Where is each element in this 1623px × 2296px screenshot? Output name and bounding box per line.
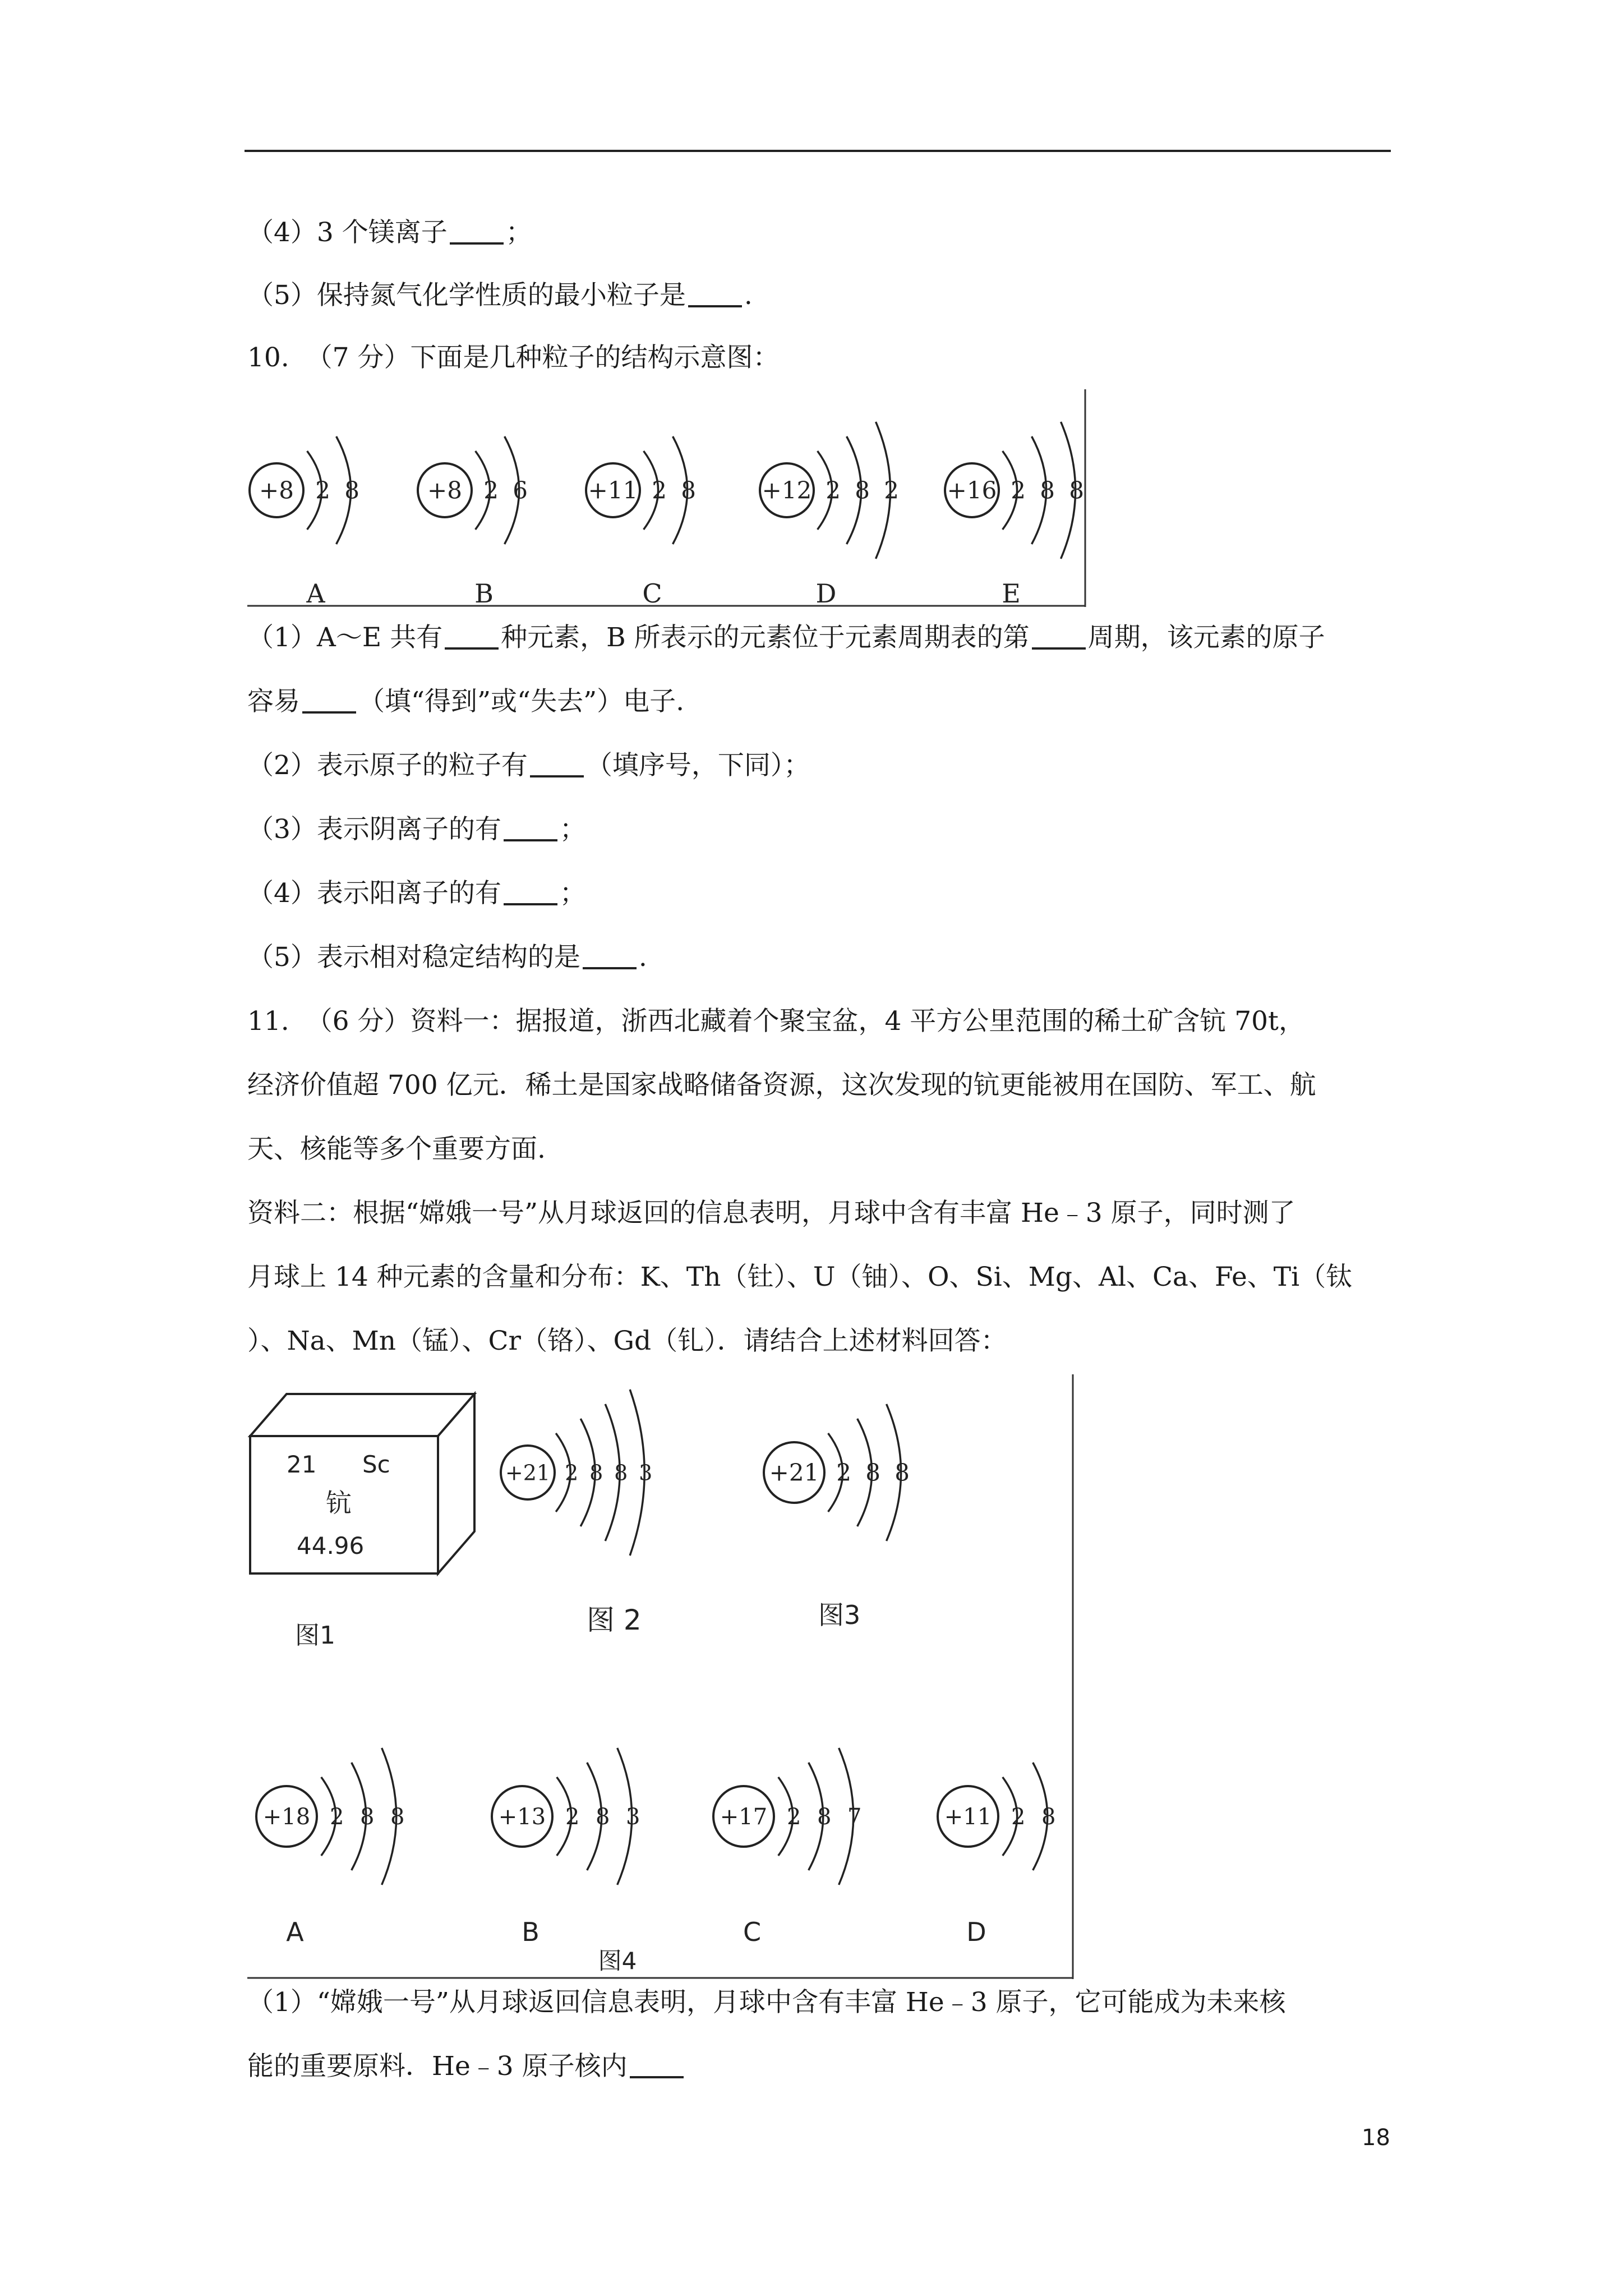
diagram-label: D <box>966 1917 986 1947</box>
q10-item4: （4）表示阳离子的有 ； <box>247 878 586 909</box>
figure-caption: 图3 <box>818 1600 861 1630</box>
electron-count: 8 <box>1040 476 1055 504</box>
diagram-label: B <box>522 1917 540 1947</box>
q10-item5: （5）表示相对稳定结构的是 . <box>247 942 647 973</box>
figure-caption: 图 2 <box>587 1604 642 1636</box>
electron-count: 8 <box>895 1458 910 1487</box>
q11-para1-line2: 经济价值超 700 亿元．稀土是国家战略储备资源，这次发现的钪更能被用在国防、军工、航 <box>247 1070 1316 1101</box>
diagram-label: D <box>815 578 837 608</box>
diagram-label: A <box>286 1917 304 1947</box>
atomic-mass: 44.96 <box>297 1532 365 1559</box>
nucleus-charge: +11 <box>944 1804 992 1830</box>
answer-blank[interactable] <box>445 623 499 650</box>
atom-diagram <box>764 1404 910 1541</box>
electron-count: 2 <box>836 1458 851 1487</box>
electron-count: 3 <box>625 1804 640 1830</box>
diagram-label: E <box>1002 578 1021 608</box>
answer-blank[interactable] <box>450 218 504 245</box>
electron-count: 3 <box>639 1460 653 1485</box>
nucleus-charge: +8 <box>259 476 294 504</box>
electron-count: 6 <box>513 476 528 504</box>
atom-diagram <box>492 1748 640 1885</box>
nucleus-charge: +11 <box>588 476 638 504</box>
electron-count: 2 <box>826 476 841 504</box>
electron-count: 8 <box>359 1804 375 1830</box>
nucleus-charge: +8 <box>427 476 462 504</box>
diagram-label: B <box>474 578 494 608</box>
electron-count: 8 <box>817 1804 832 1830</box>
atom-diagram <box>760 422 899 608</box>
q10-item1: （1）A～E 共有 种元素，B 所表示的元素位于元素周期表的第 周期，该元素的原子 <box>247 622 1325 653</box>
answer-blank[interactable] <box>504 878 557 905</box>
q11-para1-line1: 11. （6 分）资料一：据报道，浙西北藏着个聚宝盆，4 平方公里范围的稀土矿含钪 70t， <box>247 1006 1305 1037</box>
answer-blank[interactable] <box>688 280 742 307</box>
answer-blank[interactable] <box>504 815 557 841</box>
element-name: 钪 <box>326 1488 352 1518</box>
q9-item4: （4）3 个镁离子 ； <box>247 217 532 248</box>
electron-count: 8 <box>1041 1804 1056 1830</box>
q11-item1-line1: （1）“嫦娥一号”从月球返回信息表明，月球中含有丰富 He﹣3 原子，它可能成为未来核 <box>247 1987 1286 2018</box>
q11-item1-line2: 能的重要原料．He﹣3 原子核内 <box>247 2050 686 2083</box>
diagram-label: C <box>743 1917 762 1947</box>
nucleus-charge: +16 <box>947 476 997 504</box>
electron-count: 2 <box>483 476 499 504</box>
electron-count: 2 <box>1011 1804 1026 1830</box>
electron-count: 8 <box>589 1460 603 1485</box>
answer-blank[interactable] <box>302 687 356 714</box>
electron-count: 2 <box>652 476 667 504</box>
atom-diagram <box>938 1763 1055 1870</box>
header-rule <box>245 150 1391 152</box>
electron-count: 8 <box>390 1804 405 1830</box>
answer-blank[interactable] <box>583 942 637 969</box>
nucleus-charge: +21 <box>769 1458 819 1487</box>
diagram-label: C <box>642 578 662 608</box>
q11-para2-line3: ）、Na、Mn（锰）、Cr（铬）、Gd（钆）．请结合上述材料回答： <box>247 1326 1007 1356</box>
diagram-label: A <box>306 578 325 608</box>
nucleus-charge: +12 <box>762 476 812 504</box>
atomic-number: 21 <box>287 1451 317 1478</box>
particle-structure-diagrams <box>247 389 1089 608</box>
q10-item1-cont: 容易 （填“得到”或“失去”）电子. <box>247 686 685 717</box>
nucleus-charge: +21 <box>505 1460 551 1485</box>
electron-count: 8 <box>595 1804 610 1830</box>
electron-count: 2 <box>329 1804 344 1830</box>
electron-count: 8 <box>681 476 696 504</box>
atom-diagram <box>945 422 1084 608</box>
atom-diagram <box>586 436 696 608</box>
answer-blank[interactable] <box>530 751 584 777</box>
electron-count: 2 <box>1011 476 1026 504</box>
electron-count: 8 <box>614 1460 628 1485</box>
nucleus-charge: +17 <box>720 1804 768 1830</box>
nucleus-charge: +13 <box>498 1804 546 1830</box>
electron-count: 8 <box>1069 476 1084 504</box>
electron-count: 8 <box>865 1458 880 1487</box>
element-symbol: Sc <box>362 1451 390 1478</box>
q11-para2-line2: 月球上 14 种元素的含量和分布：K、Th（钍）、U（铀）、O、Si、Mg、Al、Ca、Fe、Ti（钛 <box>247 1262 1353 1292</box>
figure-caption: 图4 <box>598 1947 637 1975</box>
q10-item3: （3）表示阴离子的有 ； <box>247 814 586 845</box>
electron-count: 8 <box>855 476 870 504</box>
electron-count: 2 <box>786 1804 801 1830</box>
electron-count: 2 <box>884 476 899 504</box>
q10-item2: （2）表示原子的粒子有 （填序号，下同）； <box>247 750 810 781</box>
q10-title: 10. （7 分）下面是几种粒子的结构示意图： <box>247 342 780 373</box>
electron-count: 2 <box>565 1460 579 1485</box>
q9-item5: （5）保持氮气化学性质的最小粒子是 . <box>247 280 753 311</box>
scandium-and-ion-diagrams <box>247 1374 1077 1980</box>
atom-diagram <box>713 1748 861 1885</box>
atom-diagram <box>501 1389 652 1556</box>
q11-para1-line3: 天、核能等多个重要方面. <box>247 1134 546 1165</box>
atom-diagram <box>256 1748 404 1885</box>
electron-count: 2 <box>315 476 330 504</box>
card-top-face <box>250 1394 474 1436</box>
q11-para2-line1: 资料二：根据“嫦娥一号”从月球返回的信息表明，月球中含有丰富 He﹣3 原子，同时测了 <box>247 1198 1295 1228</box>
figure-caption: 图1 <box>295 1621 335 1650</box>
element-card-sc <box>250 1394 474 1650</box>
q11-figure <box>247 1374 1077 1980</box>
atom-diagram <box>250 436 359 608</box>
atom-diagram <box>418 436 528 608</box>
nucleus-charge: +18 <box>262 1804 311 1830</box>
answer-blank[interactable] <box>1032 623 1086 650</box>
electron-count: 8 <box>344 476 359 504</box>
electron-count: 2 <box>565 1804 580 1830</box>
answer-blank[interactable] <box>630 2051 684 2078</box>
electron-count: 7 <box>847 1804 862 1830</box>
q10-figure <box>247 389 1089 608</box>
page-number: 18 <box>1362 2125 1390 2151</box>
